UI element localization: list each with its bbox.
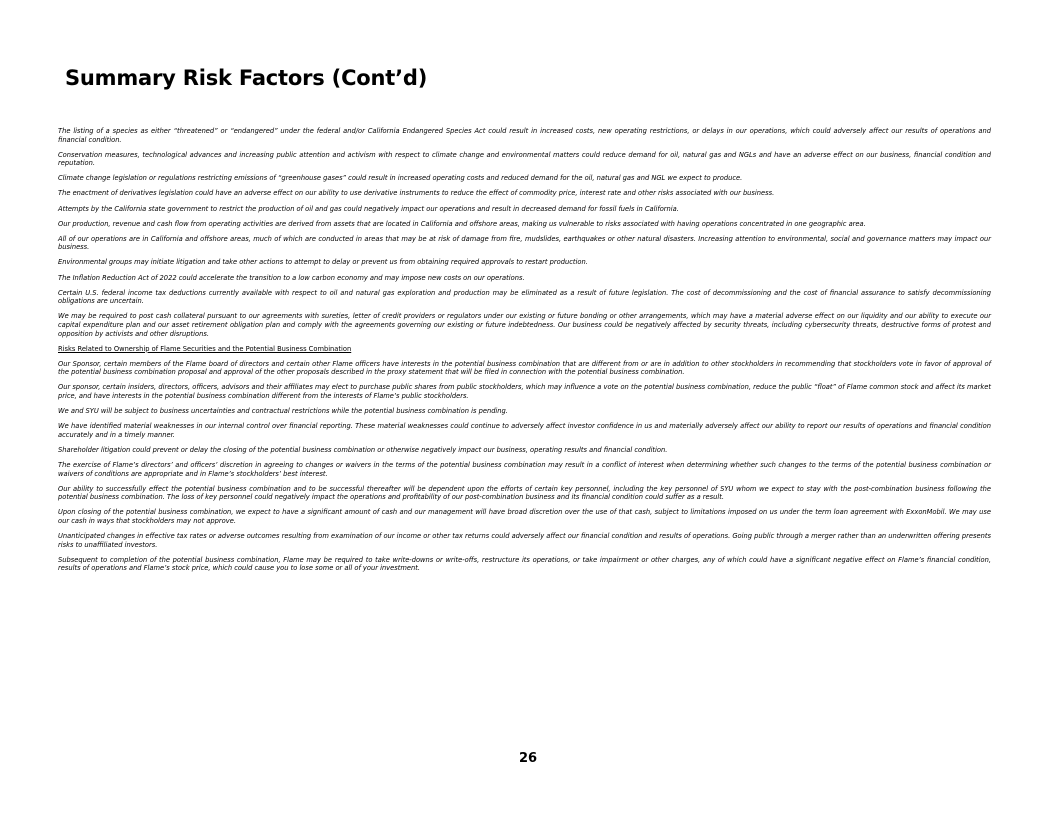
section-heading: Risks Related to Ownership of Flame Securities and the Potential Business Combination — [58, 344, 352, 353]
risk-factors-body — [58, 127, 991, 579]
risk-item: Unanticipated changes in effective tax rates or adverse outcomes resulting from examination of our income or other tax returns could adversely affect our financial condition and results of operations. Going public through a merger rather than an underwritten offering presents risks to unaffiliated investors. — [58, 532, 991, 549]
risk-item: We have identified material weaknesses in our internal control over financial reporting. These material weaknesses could continue to adversely affect investor confidence in us and materially adversely affect our ability to report our results of operations and financial condition accurately and in a timely manner. — [58, 422, 991, 439]
risk-item: We and SYU will be subject to business uncertainties and contractual restrictions while the potential business combination is pending. — [58, 407, 508, 416]
risk-item: Climate change legislation or regulations restricting emissions of “greenhouse gases” could result in increased operating costs and reduced demand for the oil, natural gas and NGL we expect to produce. — [58, 174, 743, 183]
risk-item: We may be required to post cash collateral pursuant to our agreements with sureties, letter of credit providers or regulators under our existing or future bonding or other arrangements, which may have a material adverse effect on our liquidity and our ability to execute our capital expenditure plan and our asset retirement obligation plan and comply with the agreements governing our existing or future indebtedness. Our business could be negatively affected by security threats, including cybersecurity threats, destructive forms of protest and opposition by activists and other disruptions. — [58, 312, 991, 338]
risk-item: Environmental groups may initiate litigation and take other actions to attempt to delay or prevent us from obtaining required approvals to restart production. — [58, 258, 588, 267]
risk-item: Certain U.S. federal income tax deductions currently available with respect to oil and natural gas exploration and production may be eliminated as a result of future legislation. The cost of decommissioning and the cost of financial assurance to satisfy decommissioning obligations are uncertain. — [58, 288, 991, 306]
risk-item: Attempts by the California state government to restrict the production of oil and gas could negatively impact our operations and result in decreased demand for fossil fuels in California. — [58, 204, 679, 213]
risk-item: Our Sponsor, certain members of the Flame board of directors and certain other Flame officers have interests in the potential business combination that are different from or are in addition to other stockholders in recommending that stockholders vote in favor of approval of the potential business combination proposal and approval of the other proposals described in the proxy statement that will be filed in connection with the potential business combination. — [58, 359, 991, 377]
page-number: 26 — [518, 751, 538, 766]
risk-item: The exercise of Flame’s directors’ and officers’ discretion in agreeing to changes or waivers in the terms of the potential business combination may result in a conflict of interest when determining whether such changes to the terms of the potential business combination or waivers of conditions are appropriate and in Flame’s stockholders’ best interest. — [58, 460, 991, 478]
risk-item: Upon closing of the potential business combination, we expect to have a significant amount of cash and our management will have broad discretion over the use of that cash, subject to limitations imposed on us under the term loan agreement with ExxonMobil. We may use our cash in ways that stockholders may not approve. — [58, 508, 991, 525]
risk-item: All of our operations are in California and offshore areas, much of which are conducted in areas that may be at risk of damage from fire, mudslides, earthquakes or other natural disasters. Increasing attention to environmental, social and governance matters may impact our business. — [58, 234, 991, 252]
risk-item: Our sponsor, certain insiders, directors, officers, advisors and their affiliates may elect to purchase public shares from public stockholders, which may influence a vote on the potential business combination, reduce the public “float” of Flame common stock and affect its market price, and have interests in the potential business combination different from the interests of Flame’s public stockholders. — [58, 383, 991, 400]
risk-item: Subsequent to completion of the potential business combination, Flame may be required to take write-downs or write-offs, restructure its operations, or take impairment or other charges, any of which could have a significant negative effect on Flame’s financial condition, results of operations and Flame’s stock price, which could cause you to lose some or all of your investment. — [58, 555, 991, 573]
risk-item: Our ability to successfully effect the potential business combination and to be successful thereafter will be dependent upon the efforts of certain key personnel, including the key personnel of SYU whom we expect to stay with the post-combination business following the potential business combination. The loss of key personnel could negatively impact the operations and profitability of our post-combination business and its financial condition could suffer as a result. — [58, 484, 991, 502]
page-title: Summary Risk Factors (Cont’d) — [65, 66, 428, 90]
risk-item: Shareholder litigation could prevent or delay the closing of the potential business combination or otherwise negatively impact our business, operating results and financial condition. — [58, 445, 668, 454]
risk-item: Conservation measures, technological advances and increasing public attention and activism with respect to climate change and environmental matters could reduce demand for oil, natural gas and NGLs and have an adverse effect on our business, financial condition and reputation. — [58, 150, 991, 168]
risk-item: The enactment of derivatives legislation could have an adverse effect on our ability to use derivative instruments to reduce the effect of commodity price, interest rate and other risks associated with our business. — [58, 189, 775, 198]
risk-item: The listing of a species as either “threatened” or “endangered” under the federal and/or California Endangered Species Act could result in increased costs, new operating restrictions, or delays in our operations, which could adversely affect our results of operations and financial condition. — [58, 127, 991, 144]
risk-item: Our production, revenue and cash flow from operating activities are derived from assets that are located in California and offshore areas, making us vulnerable to risks associated with having operations concentrated in one geographic area. — [58, 219, 866, 228]
risk-item: The Inflation Reduction Act of 2022 could accelerate the transition to a low carbon economy and may impose new costs on our operations. — [58, 273, 525, 282]
